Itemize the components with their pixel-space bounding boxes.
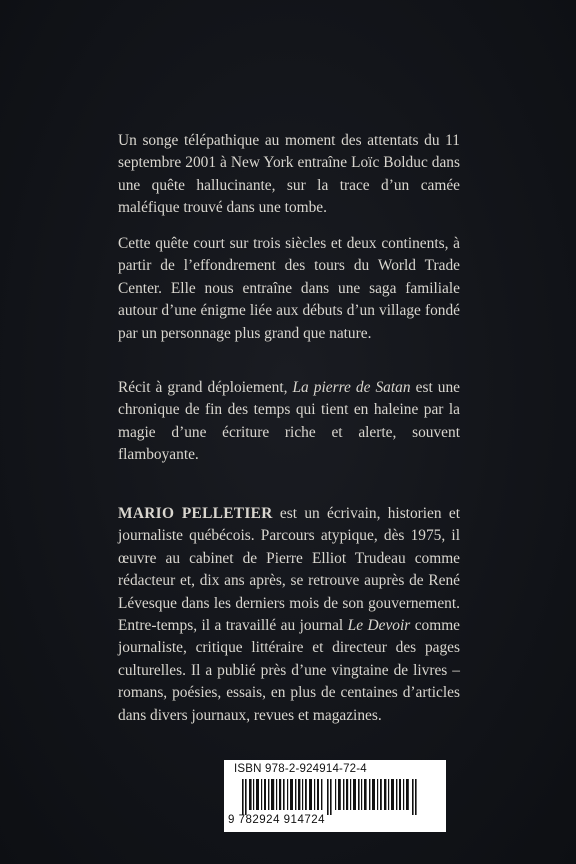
author-bio-part-2: comme journaliste, critique littéraire et directeur des pages culturelles. Il a publié près d’une vingtaine de livres – romans, poésies, essais, en plus de centaines d’articles dans divers journaux, revues et magazines. [118,617,460,724]
summary-paragraph-2 [118,233,460,345]
barcode-icon [236,779,436,815]
summary-paragraph-2-text: Cette quête court sur trois siècles et deux continents, à partir de l’effondrement des tours du World Trade Center. Elle nous entraîne dans une saga familiale autour d’une énigme liée aux débuts d’un village fondé par un personnage plus grand que nature. [118,235,460,342]
author-bio-text [118,503,460,727]
summary-paragraph-3-text [118,377,460,467]
isbn-label: ISBN 978-2-924914-72-4 [234,763,367,775]
summary-paragraph-1-text: Un songe télépathique au moment des attentats du 11 septembre 2001 à New York entraîne Loïc Bolduc dans une quête hallucinante, sur la trace d’un camée maléfique trouvé dans une tombe. [118,132,460,217]
book-title: La pierre de Satan [292,379,411,396]
para3-lead: Récit à grand déploiement, [118,379,293,396]
author-name: MARIO PELLETIER [118,505,273,522]
summary-paragraph-3 [118,377,460,467]
author-bio [118,503,460,727]
newspaper-name: Le Devoir [347,617,411,635]
author-bio-part-1: est un écrivain, historien et journaliste québécois. Parcours atypique, dès 1975, il œuvre au cabinet de Pierre Elliot Trudeau comme rédacteur et, dix ans après, se retrouve auprès de René Lévesque dans les derniers mois de son gouvernement. Entre-temps, il a travaillé au journal [118,505,460,635]
para3-rest: est une chronique de fin des temps qui tient en haleine par la magie d’une écriture riche et alerte, souvent flamboyante. [118,379,460,464]
barcode-digits: 9 782924 914724 [228,814,326,826]
summary-paragraph-1 [118,130,460,220]
isbn-barcode [224,760,446,832]
